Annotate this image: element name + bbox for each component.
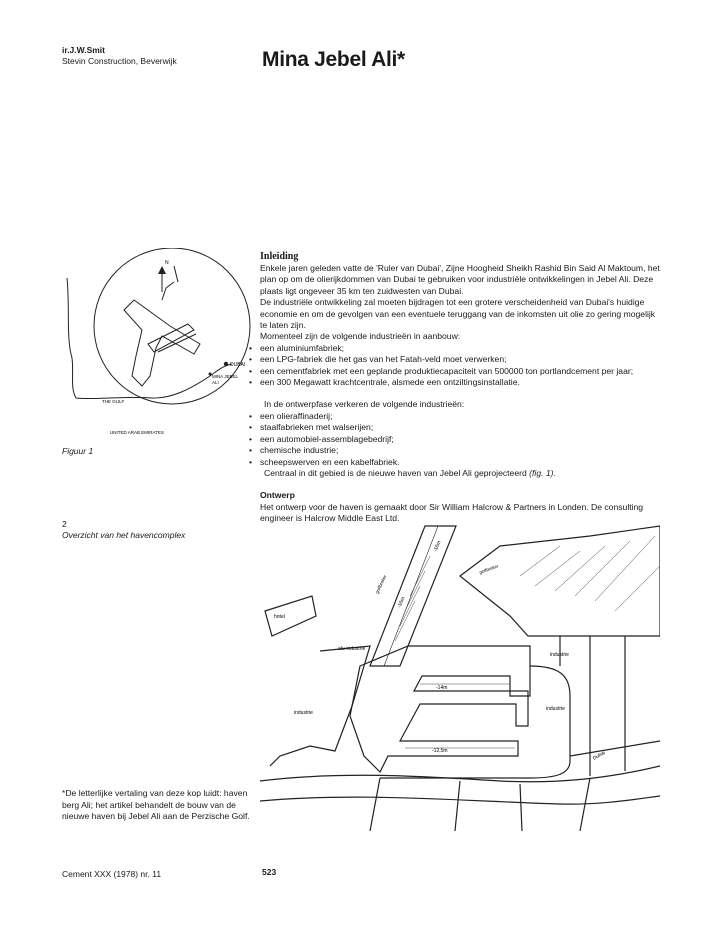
figure-2-title: Overzicht van het havencomplex bbox=[62, 530, 186, 540]
author-block bbox=[62, 45, 177, 67]
intro-paragraph-4: In de ontwerpfase verkeren de volgende industrieën: bbox=[264, 399, 465, 410]
page-number: 523 bbox=[262, 867, 277, 877]
list-item: • een 300 Megawatt krachtcentrale, alsmede een ontziltingsinstallatie. bbox=[260, 377, 660, 388]
road-network bbox=[260, 766, 660, 782]
label-hotel: hotel bbox=[274, 614, 285, 620]
map-harbour bbox=[124, 300, 200, 386]
list-item: • een cementfabriek met een geplande produktiecapaciteit van 500000 ton portlandcement per jaar; bbox=[260, 366, 660, 377]
mina-label-2: ALI bbox=[212, 380, 219, 385]
label-depth-14: -14m bbox=[436, 685, 448, 691]
figure-2-number: 2 bbox=[62, 519, 67, 529]
figure-2-harbour-plan bbox=[260, 516, 660, 831]
mina-label-1: MINA JEBEL bbox=[212, 374, 239, 379]
label-dubai-road: Dubai bbox=[592, 749, 607, 762]
label-breakwater-1: golfbreker bbox=[374, 574, 388, 595]
journal-citation: Cement XXX (1978) nr. 11 bbox=[62, 869, 162, 879]
section-heading-inleiding: Inleiding bbox=[260, 251, 299, 262]
list-item: • chemische industrie; bbox=[260, 445, 660, 456]
intro-paragraph-2: De industriële ontwikkeling zal moeten bijdragen tot een grotere verscheidenheid van Dubai's huidige economie en om de gevolgen van een eventuele teruggang van de inkomsten uit olie zo gering mogelijk te laten zijn. bbox=[260, 297, 656, 331]
list-item: • een olieraffinaderij; bbox=[260, 411, 660, 422]
label-breakwater-2: golfbreker bbox=[478, 563, 500, 575]
author-affiliation: Stevin Construction, Beverwijk bbox=[62, 56, 177, 66]
uae-label: UNITED ARAB EMIRATES bbox=[110, 430, 164, 435]
north-label: N bbox=[165, 260, 169, 266]
dubai-marker bbox=[224, 362, 228, 366]
intro-paragraph-1: Enkele jaren geleden vatte de 'Ruler van Dubai', Zijne Hoogheid Sheikh Rashid Bin Said Al Maktoum, het plan op om de olierijkdommen van Dubai te gebruiken voor industriële ontwikkelingen in Jebel Ali. Deze plaats ligt ongeveer 35 km ten zuidwesten van Dubai. bbox=[260, 263, 660, 296]
label-depth-16-b: -16m bbox=[432, 539, 443, 553]
design-paragraph: Het ontwerp voor de haven is gemaakt door Sir William Halcrow & Partners in Londen. De consulting engineer is Halcrow Middle East Ltd. bbox=[260, 501, 644, 524]
north-arrow-icon bbox=[158, 266, 166, 292]
list-item: • staalfabrieken met walserijen; bbox=[260, 422, 660, 433]
figure-2-caption bbox=[62, 519, 185, 541]
list-item: • een automobiel-assemblagebedrijf; bbox=[260, 434, 660, 445]
author-name: ir.J.W.Smit bbox=[62, 45, 105, 55]
gulf-label: THE GULF bbox=[102, 399, 125, 404]
dubai-label: DUBAI bbox=[230, 362, 246, 368]
figure-1-location-map bbox=[62, 248, 252, 443]
article-body bbox=[260, 250, 660, 525]
map-circle bbox=[94, 248, 250, 404]
intro-paragraph-3: Momenteel zijn de volgende industrieën in aanbouw: bbox=[260, 331, 461, 342]
label-alu-industrie: alu-industrie bbox=[338, 646, 366, 652]
label-depth-16-a: -16m bbox=[396, 595, 407, 609]
quay-east bbox=[380, 666, 570, 778]
footnote: *De letterlijke vertaling van deze kop luidt: haven berg Ali; het artikel behandelt de bouw van de nieuwe haven bij Jebel Ali aan de Perzische Golf. bbox=[62, 788, 250, 821]
list-in-design bbox=[260, 411, 660, 468]
list-item: • een LPG-fabriek die het gas van het Fatah-veld moet verwerken; bbox=[260, 354, 660, 365]
article-title: Mina Jebel Ali* bbox=[262, 48, 405, 71]
label-industrie-west: industrie bbox=[294, 710, 313, 716]
list-item: • een aluminiumfabriek; bbox=[260, 343, 660, 354]
intro-paragraph-5-text: Centraal in dit gebied is de nieuwe haven van Jebel Ali geprojecteerd bbox=[264, 467, 527, 478]
hatched-land-east bbox=[460, 526, 660, 636]
label-industrie-east-1: industrie bbox=[550, 652, 569, 658]
label-industrie-east-2: industrie bbox=[546, 706, 565, 712]
figure-reference: (fig. 1). bbox=[529, 467, 556, 478]
label-depth-12-5: -12,5m bbox=[432, 748, 448, 754]
figure-1-caption: Figuur 1 bbox=[62, 446, 94, 456]
hotel-plot bbox=[265, 596, 316, 636]
basin-west bbox=[270, 646, 370, 766]
intro-paragraph-5 bbox=[260, 468, 660, 479]
coastline bbox=[67, 278, 232, 399]
list-item: • scheepswerven en een kabelfabriek. bbox=[260, 457, 660, 468]
list-in-construction bbox=[260, 343, 660, 389]
breakwater-north bbox=[370, 526, 456, 666]
section-heading-ontwerp: Ontwerp bbox=[260, 490, 295, 501]
